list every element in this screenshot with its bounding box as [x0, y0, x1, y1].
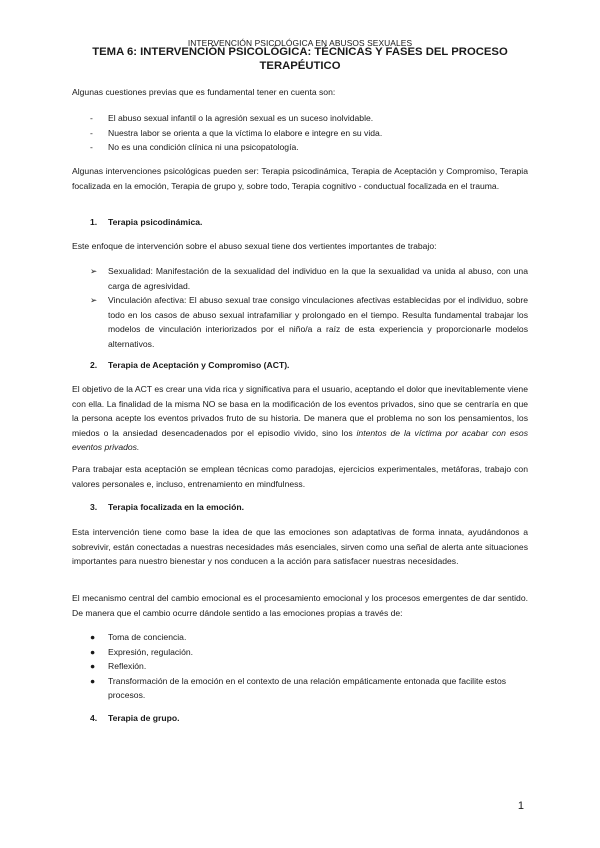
list-item: - No es una condición clínica ni una psicopatología. — [72, 140, 528, 155]
arrow-bullet-icon: ➢ — [90, 295, 98, 305]
list-item: ➢ Sexualidad: Manifestación de la sexualidad del individuo en la que la sexualidad va unida al abuso, con una carga de agresividad. — [90, 266, 528, 291]
page-number: 1 — [517, 800, 524, 812]
eft-list — [72, 630, 528, 703]
psychodynamic-list — [72, 264, 528, 351]
list-item: ➢ Vinculación afectiva: El abuso sexual trae consigo vinculaciones afectivas establecidas por el individuo, sobre todo en los casos de abuso sexual intrafamiliar y prolongado en el tiempo. Resulta fundamental trabajar los modelos de vinculación interiorizados por el niño/a a raíz de esta experiencia y proporcionarle modelos alternativos. — [90, 295, 528, 349]
dash-bullet: - — [90, 142, 93, 152]
arrow-bullet-icon: ➢ — [90, 266, 98, 276]
intro-paragraph: Algunas cuestiones previas que es fundamental tener en cuenta son: — [72, 87, 336, 97]
page-title: TEMA 6: INTERVENCIÓN PSICOLÓGICA: TÉCNICAS Y FASES DEL PROCESO TERAPÉUTICO — [92, 46, 508, 72]
act-paragraph-2: Para trabajar esta aceptación se emplean técnicas como paradojas, ejercicios experimentales, metáforas, trabajo con valores personales e, incluso, entrenamiento en mindfulness. — [72, 464, 528, 489]
dot-bullet-icon: ● — [90, 661, 96, 671]
list-item: - El abuso sexual infantil o la agresión sexual es un suceso inolvidable. — [72, 111, 528, 126]
list-item: ● Toma de conciencia. — [72, 630, 528, 645]
dash-bullet: - — [90, 127, 93, 138]
dot-bullet-icon: ● — [90, 675, 96, 686]
dash-bullet: - — [90, 113, 93, 123]
interventions-paragraph: Algunas intervenciones psicológicas pueden ser: Terapia psicodinámica, Terapia de Aceptación y Compromiso, Terapia focalizada en la emoción, Terapia de grupo y, sobre todo, Terapia cognitivo - conductual focalizada en el trauma. — [72, 166, 528, 191]
dot-bullet-icon: ● — [90, 632, 96, 642]
running-header: INTERVENCIÓN PSICOLÓGICA EN ABUSOS SEXUALES — [187, 38, 413, 48]
eft-paragraph-1: Esta intervención tiene como base la idea de que las emociones son adaptativas de forma innata, ayudándonos a sobrevivir, están conectadas a nuestras necesidades más esenciales, sirven como una señal de alerta ante situaciones importantes para nuestro bienestar y nos conducen a la acción para satisfacer nuestras necesidades. — [72, 527, 528, 566]
act-paragraph-1: El objetivo de la ACT es crear una vida rica y significativa para el usuario, aceptando el dolor que inevitablemente viene con ella. La finalidad de la misma NO se basa en la modificación de los eventos privados, sino que se centraría en que la persona acepte los eventos privados fruto de su historia. De manera que el problema no son los pensamientos, los miedos o la ansiedad desencadenados por el episodio vivido, sino los intentos de la víctima por acabar con esos eventos privados. — [72, 384, 528, 452]
list-item: ● Reflexión. — [72, 659, 528, 674]
list-item: ● Expresión, regulación. — [72, 645, 528, 660]
document-page: INTERVENCIÓN PSICOLÓGICA EN ABUSOS SEXUALES TEMA 6: INTERVENCIÓN PSICOLÓGICA: TÉCNICAS Y FASES DEL PROCESO TERAPÉUTICO Algunas cuestiones previas que es fundamental tener en cuenta son: - El abuso sexual infantil o la agresión sexual es un suceso inolvidable. - Nuestra labor se orienta a que la víctima lo elabore e integre en su vida. - No es una condición clínica ni una psicopatología. Algunas intervenciones psicológicas pueden ser: Terapia psicodinámica, Terapia de Aceptación y Compromiso, Terapia focalizada en la emoción, Terapia de grupo y, sobre todo, Terapia cognitivo - conductual focalizada en el trauma. 1. Terapia psicodinámica. Este enfoque de intervención sobre el abuso sexual tiene dos vertientes importantes de trabajo: ➢ Sexualidad: Manifestación de la sexualidad del individuo en la que la sexualidad va unida al abuso, con una carga de agresividad. ➢ Vinculación afectiva: El abuso sexual trae consigo vinculaciones afectivas establecidas por el individuo, sobre todo en los casos de abuso sexual intrafamiliar y prolongado en el tiempo. Resulta fundamental trabajar los modelos de vinculación interiorizados por el niño/a a raíz de esta experiencia y proporcionarle modelos alternativos. 2. Terapia de Aceptación y Compromiso (ACT). El objetivo de la ACT es crear una vida rica y significativa para el usuario, aceptando el dolor que inevitablemente viene con ella. La finalidad de la misma NO se basa en la modificación de los eventos privados, sino que se centraría en que la persona acepte los eventos privados fruto de su historia. De manera que el problema no son los pensamientos, los miedos o la ansiedad desencadenados por el episodio vivido, sino los intentos de la víctima por acabar con esos eventos privados. Para trabajar esta aceptación se emplean técnicas como paradojas, ejercicios experimentales, metáforas, trabajo con valores personales e, incluso, entrenamiento en mindfulness. 3. Terapia focalizada en la emoción. Esta intervención tiene como base la idea de que las emociones son adaptativas de forma innata, ayudándonos a sobrevivir, están conectadas a nuestras necesidades más esenciales, sirven como una señal de alerta ante situaciones importantes para nuestro bienestar y nos conducen a la acción para satisfacer nuestras necesidades. El mecanismo central del cambio emocional es el procesamiento emocional y los procesos emergentes de dar sentido. De manera que el cambio ocurre dándole sentido a las emociones propias a través de: ● Toma de conciencia. ● Expresión, regulación. ● Reflexión. ● Transformación de la emoción en el contexto de una relación empáticamente entonada que facilite estos procesos. 4. Terapia de grupo. 1 — [0, 0, 600, 848]
list-item: ● Transformación de la emoción en el contexto de una relación empáticamente entonada que facilite estos procesos. — [90, 675, 507, 700]
dot-bullet-icon: ● — [90, 646, 96, 657]
list-item: - Nuestra labor se orienta a que la víctima lo elabore e integre en su vida. — [72, 126, 528, 141]
psychodynamic-intro: Este enfoque de intervención sobre el abuso sexual tiene dos vertientes importantes de trabajo: — [72, 241, 437, 251]
eft-paragraph-2: El mecanismo central del cambio emocional es el procesamiento emocional y los procesos emergentes de dar sentido. De manera que el cambio ocurre dándole sentido a las emociones propias a través de: — [72, 593, 528, 618]
intro-list — [72, 111, 528, 155]
